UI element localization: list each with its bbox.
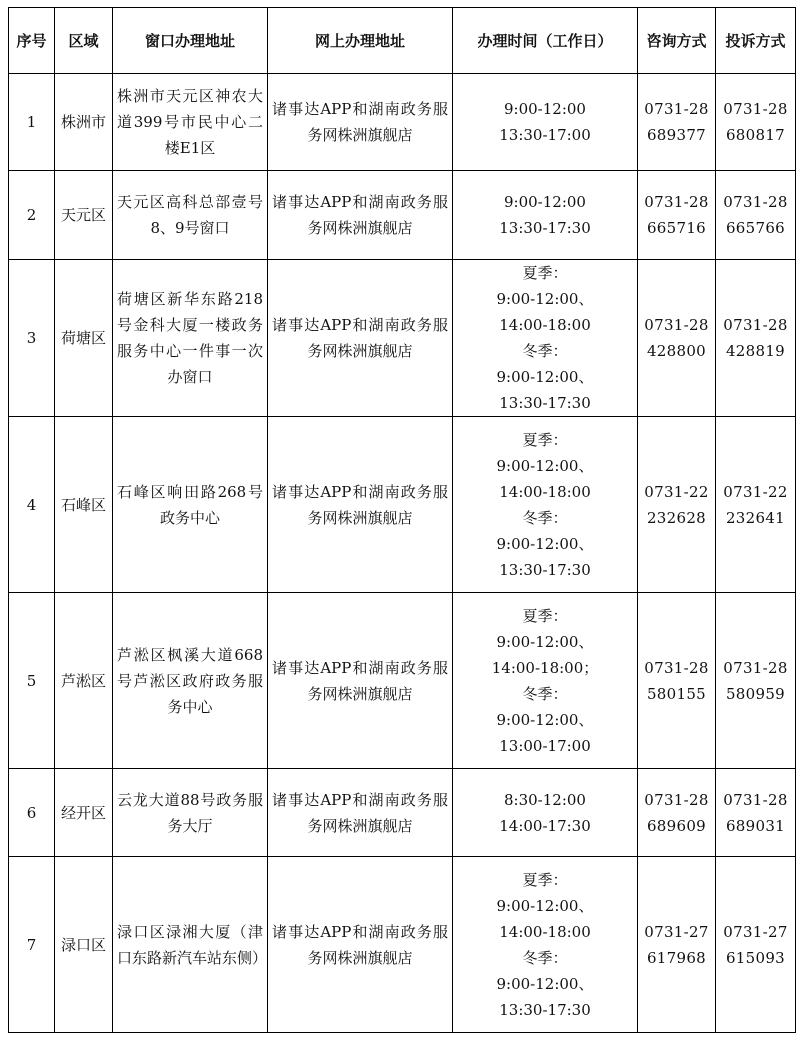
online-address-cell-text: 诸事达APP和湖南政务服务网株洲旗舰店 — [272, 316, 448, 360]
seq-cell — [9, 417, 55, 593]
hours-line: 夏季： — [522, 430, 568, 449]
complaint-phone-cell — [716, 857, 796, 1033]
hours-line: 14:00-18:00 — [499, 316, 591, 334]
consult-phone-cell-text: 0731-28580155 — [644, 658, 709, 703]
complaint-phone-cell-text: 0731-28680817 — [723, 100, 788, 144]
hours-cell — [453, 769, 638, 857]
seq-cell-text: 6 — [26, 803, 37, 822]
window-address-cell-text: 石峰区响田路268号政务中心 — [117, 482, 263, 527]
seq-cell — [9, 171, 55, 260]
window-address-cell — [113, 593, 268, 769]
online-address-cell — [268, 74, 453, 171]
complaint-phone-cell — [716, 769, 796, 857]
online-address-cell — [268, 857, 453, 1033]
hours-line: 夏季： — [522, 606, 568, 625]
seq-cell-text: 1 — [26, 113, 37, 131]
seq-cell-text: 3 — [26, 329, 37, 347]
window-address-cell — [113, 769, 268, 857]
online-address-cell — [268, 171, 453, 260]
hours-line: 9:00-12:00、 — [496, 632, 594, 651]
hours-line: 13:30-17:30 — [499, 219, 591, 237]
window-address-cell-text: 天元区高科总部壹号8、9号窗口 — [117, 193, 263, 237]
district-cell-text: 株洲市 — [60, 113, 106, 131]
hours-line: 9:00-12:00、 — [496, 290, 594, 308]
hours-line: 9:00-12:00 — [504, 100, 586, 118]
window-address-cell — [113, 857, 268, 1033]
consult-phone-cell-text: 0731-28428800 — [644, 316, 709, 360]
district-cell-text: 天元区 — [60, 206, 106, 224]
complaint-phone-cell — [716, 260, 796, 417]
district-cell — [55, 171, 113, 260]
consult-phone-cell — [638, 857, 716, 1033]
hours-line: 14:00-18:00 — [499, 482, 591, 501]
district-cell-text: 经开区 — [60, 803, 106, 822]
seq-cell-text: 2 — [26, 206, 37, 224]
window-address-cell — [113, 74, 268, 171]
window-address-cell-text: 荷塘区新华东路218号金科大厦一楼政务服务中心一件事一次办窗口 — [117, 290, 263, 386]
online-address-cell — [268, 260, 453, 417]
consult-phone-cell-text: 0731-22232628 — [644, 482, 709, 527]
hours-line: 13:30-17:00 — [499, 126, 591, 144]
complaint-phone-cell-text: 0731-28428819 — [723, 316, 788, 360]
online-address-cell-text: 诸事达APP和湖南政务服务网株洲旗舰店 — [272, 482, 448, 527]
header-seq: 序号 — [9, 8, 55, 74]
service-locations-table — [8, 7, 796, 1033]
table-row — [9, 417, 796, 593]
hours-cell — [453, 857, 638, 1033]
hours-line: 冬季： — [522, 342, 568, 360]
table-row — [9, 769, 796, 857]
window-address-cell — [113, 417, 268, 593]
header-complaint: 投诉方式 — [716, 8, 796, 74]
complaint-phone-cell-text: 0731-28580959 — [723, 658, 788, 703]
consult-phone-cell — [638, 171, 716, 260]
online-address-cell — [268, 417, 453, 593]
header-window-address: 窗口办理地址 — [113, 8, 268, 74]
district-cell — [55, 857, 113, 1033]
table-row — [9, 171, 796, 260]
seq-cell — [9, 857, 55, 1033]
hours-line: 14:00-17:30 — [499, 816, 591, 835]
seq-cell — [9, 769, 55, 857]
online-address-cell — [268, 769, 453, 857]
table-header-row — [9, 8, 796, 74]
seq-cell-text: 4 — [26, 495, 37, 514]
window-address-cell-text: 株洲市天元区神农大道399号市民中心二楼E1区 — [117, 87, 263, 157]
seq-cell-text: 5 — [26, 671, 37, 690]
table-row — [9, 593, 796, 769]
seq-cell — [9, 593, 55, 769]
seq-cell — [9, 260, 55, 417]
district-cell — [55, 74, 113, 171]
online-address-cell-text: 诸事达APP和湖南政务服务网株洲旗舰店 — [272, 658, 448, 703]
hours-line: 冬季： — [522, 508, 568, 527]
district-cell-text: 石峰区 — [60, 495, 106, 514]
window-address-cell-text: 渌口区渌湘大厦（津口东路新汽车站东侧） — [117, 922, 268, 967]
table-row — [9, 260, 796, 417]
district-cell — [55, 593, 113, 769]
online-address-cell-text: 诸事达APP和湖南政务服务网株洲旗舰店 — [272, 922, 448, 967]
consult-phone-cell — [638, 417, 716, 593]
hours-line: 9:00-12:00、 — [496, 534, 594, 553]
district-cell-text: 渌口区 — [60, 935, 106, 954]
header-consult: 咨询方式 — [638, 8, 716, 74]
window-address-cell-text: 云龙大道88号政务服务大厅 — [117, 790, 263, 835]
consult-phone-cell — [638, 769, 716, 857]
hours-line: 13:30-17:30 — [499, 560, 591, 579]
hours-line: 夏季： — [522, 870, 568, 889]
seq-cell-text: 7 — [26, 935, 37, 954]
hours-line: 9:00-12:00 — [504, 193, 586, 211]
hours-cell — [453, 417, 638, 593]
complaint-phone-cell-text: 0731-28665766 — [723, 193, 788, 237]
online-address-cell-text: 诸事达APP和湖南政务服务网株洲旗舰店 — [272, 790, 448, 835]
hours-line: 9:00-12:00、 — [496, 368, 594, 386]
hours-line: 14:00-18:00； — [491, 658, 599, 677]
header-online-address: 网上办理地址 — [268, 8, 453, 74]
hours-line: 9:00-12:00、 — [496, 456, 594, 475]
online-address-cell-text: 诸事达APP和湖南政务服务网株洲旗舰店 — [272, 193, 448, 237]
consult-phone-cell — [638, 74, 716, 171]
hours-line: 8:30-12:00 — [504, 790, 586, 809]
district-cell — [55, 769, 113, 857]
hours-line: 9:00-12:00、 — [496, 896, 594, 915]
complaint-phone-cell-text: 0731-22232641 — [723, 482, 788, 527]
complaint-phone-cell — [716, 417, 796, 593]
hours-cell — [453, 171, 638, 260]
header-district: 区域 — [55, 8, 113, 74]
window-address-cell — [113, 260, 268, 417]
complaint-phone-cell — [716, 593, 796, 769]
hours-line: 夏季： — [522, 264, 568, 282]
hours-line: 冬季： — [522, 684, 568, 703]
hours-line: 冬季： — [522, 948, 568, 967]
hours-line: 13:30-17:30 — [499, 394, 591, 412]
district-cell-text: 荷塘区 — [60, 329, 106, 347]
hours-line: 9:00-12:00、 — [496, 974, 594, 993]
table-row — [9, 857, 796, 1033]
consult-phone-cell-text: 0731-28689377 — [644, 100, 709, 144]
hours-line: 13:30-17:30 — [499, 1000, 591, 1019]
table-body — [9, 74, 796, 1033]
complaint-phone-cell — [716, 171, 796, 260]
complaint-phone-cell — [716, 74, 796, 171]
district-cell-text: 芦淞区 — [60, 671, 106, 690]
complaint-phone-cell-text: 0731-28689031 — [723, 790, 788, 835]
seq-cell — [9, 74, 55, 171]
complaint-phone-cell-text: 0731-27615093 — [723, 922, 788, 967]
hours-line: 14:00-18:00 — [499, 922, 591, 941]
table-row — [9, 74, 796, 171]
consult-phone-cell — [638, 260, 716, 417]
window-address-cell-text: 芦淞区枫溪大道668号芦淞区政府政务服务中心 — [117, 645, 263, 716]
consult-phone-cell-text: 0731-27617968 — [644, 922, 709, 967]
district-cell — [55, 417, 113, 593]
hours-cell — [453, 593, 638, 769]
hours-line: 9:00-12:00、 — [496, 710, 594, 729]
consult-phone-cell-text: 0731-28689609 — [644, 790, 709, 835]
hours-cell — [453, 260, 638, 417]
consult-phone-cell-text: 0731-28665716 — [644, 193, 709, 237]
header-hours: 办理时间（工作日） — [453, 8, 638, 74]
hours-cell — [453, 74, 638, 171]
hours-line: 13:00-17:00 — [499, 736, 591, 755]
consult-phone-cell — [638, 593, 716, 769]
online-address-cell — [268, 593, 453, 769]
district-cell — [55, 260, 113, 417]
window-address-cell — [113, 171, 268, 260]
online-address-cell-text: 诸事达APP和湖南政务服务网株洲旗舰店 — [272, 100, 448, 144]
